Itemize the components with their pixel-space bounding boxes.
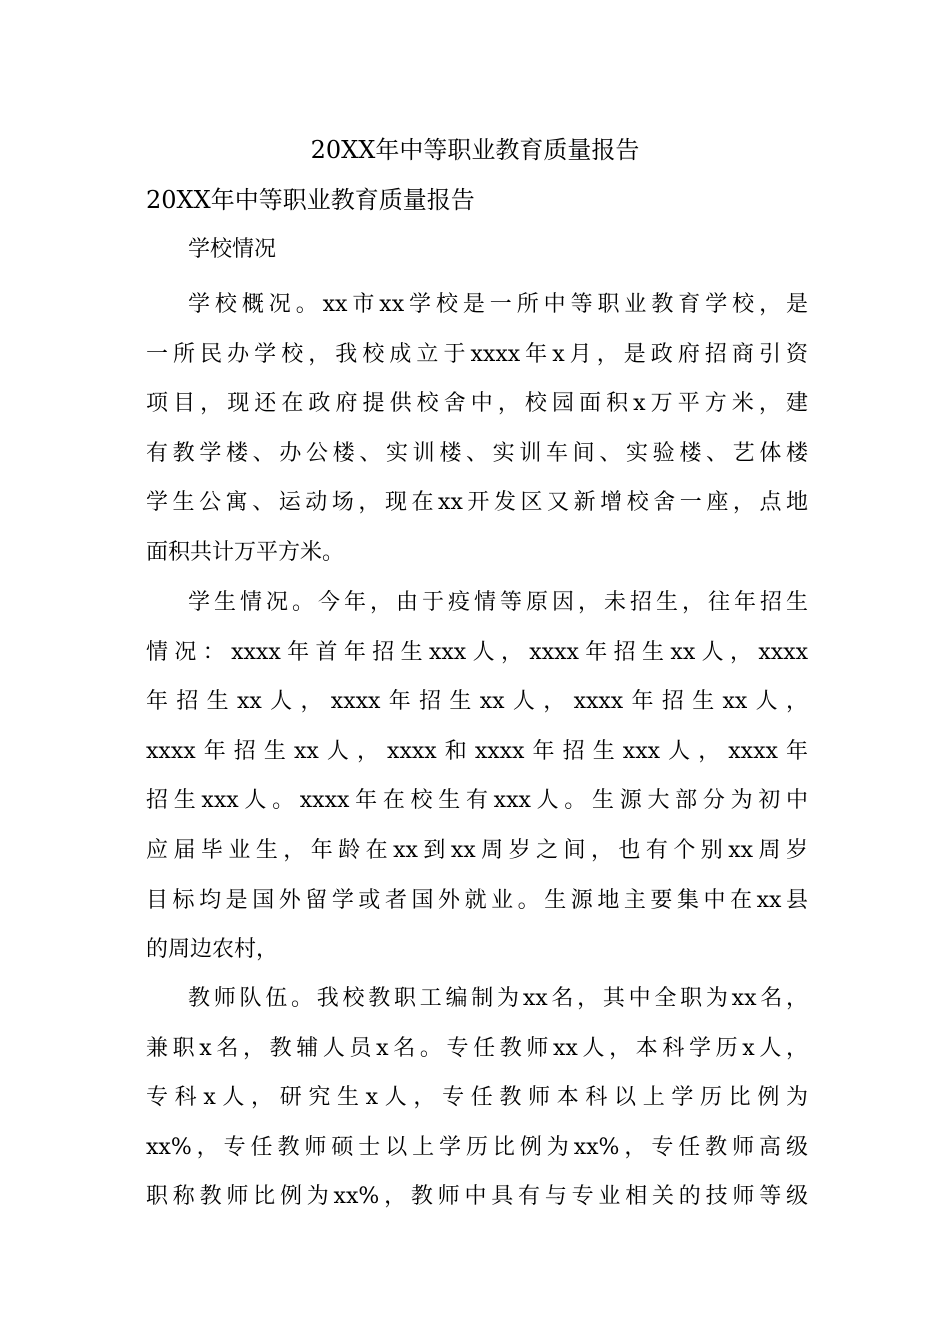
document-title: 20XX年中等职业教育质量报告 (310, 136, 640, 164)
paragraph-line: xxxx年招生xx人，xxxx和xxxx年招生xxx人，xxxx年 (146, 738, 808, 764)
paragraph-line: 兼职x名，教辅人员x名。专任教师xx人，本科学历x人， (146, 1035, 808, 1061)
paragraph-line: 学生情况。今年，由于疫情等原因，未招生，往年招生 (188, 590, 808, 615)
paragraph-school-overview (146, 280, 808, 578)
paragraph-student-situation (146, 578, 808, 975)
paragraph-teaching-staff (146, 974, 808, 1222)
paragraph-line: 教师队伍。我校教职工编制为xx名，其中全职为xx名， (188, 986, 808, 1011)
paragraph-line: 职称教师比例为xx%，教师中具有与专业相关的技师等级 (146, 1184, 808, 1210)
paragraph-line: 项目，现还在政府提供校舍中，校园面积x万平方米，建 (146, 391, 808, 417)
paragraph-line: 招生xxx人。xxxx年在校生有xxx人。生源大部分为初中 (146, 788, 808, 814)
paragraph-line: 年招生xx人，xxxx年招生xx人，xxxx年招生xx人， (146, 689, 808, 715)
paragraph-line: 学校概况。xx市xx学校是一所中等职业教育学校，是 (188, 292, 808, 317)
paragraph-line: 的周边农村， (146, 937, 279, 963)
section-heading: 学校情况 (188, 237, 277, 262)
paragraph-line: xx%，专任教师硕士以上学历比例为xx%，专任教师高级 (146, 1134, 808, 1160)
paragraph-line: 情况：xxxx年首年招生xxx人，xxxx年招生xx人，xxxx (146, 639, 808, 665)
paragraph-line: 面积共计万平方米。 (146, 539, 345, 565)
document-subtitle: 20XX年中等职业教育质量报告 (146, 186, 475, 214)
paragraph-line: 学生公寓、运动场，现在xx开发区又新增校舍一座，点地 (146, 490, 808, 516)
paragraph-line: 一所民办学校，我校成立于xxxx年x月，是政府招商引资 (146, 341, 808, 367)
paragraph-line: 应届毕业生，年龄在xx到xx周岁之间，也有个别xx周岁 (146, 837, 808, 863)
paragraph-line: 专科x人，研究生x人，专任教师本科以上学历比例为 (146, 1085, 808, 1111)
paragraph-line: 有教学楼、办公楼、实训楼、实训车间、实验楼、艺体楼 (146, 440, 808, 466)
paragraph-line: 目标均是国外留学或者国外就业。生源地主要集中在xx县 (146, 887, 808, 913)
